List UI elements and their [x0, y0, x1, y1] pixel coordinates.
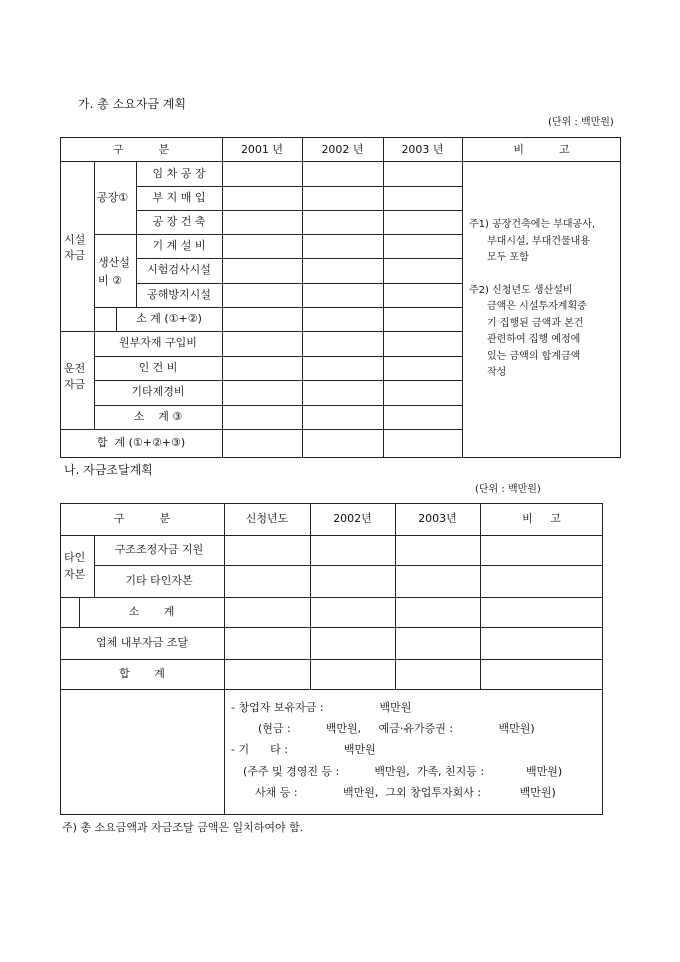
note-line: 주2) 신청년도 생산설비 [469, 284, 573, 296]
note-line: 부대시설, 부대건물내용 [487, 235, 590, 247]
row-construction: 공 장 건 축 [152, 215, 206, 228]
note-line: 있는 금액의 합계금액 [487, 350, 581, 362]
detail-founder-funds: - 창업자 보유자금 : 백만원 [231, 701, 412, 714]
footnote: 주) 총 소요금액과 자금조달 금액은 일치하여야 함. [62, 821, 304, 834]
group-operating-funds: 운전 자금 [64, 362, 86, 391]
row-total: 합 계 (①+②+③) [96, 436, 186, 449]
row-subtotal-3: 소 계 ③ [133, 410, 183, 423]
header-b-2003: 2003년 [418, 512, 457, 525]
section-a-unit: (단위 : 백만원) [548, 117, 614, 128]
row-restructuring-fund: 구조조정자금 지원 [114, 543, 204, 556]
note-line: 관련하여 집행 예정에 [487, 334, 581, 345]
row-labor: 인 건 비 [138, 361, 178, 374]
row-b-subtotal: 소 계 [128, 605, 175, 618]
row-internal-funds: 업체 내부자금 조달 [95, 636, 188, 649]
row-pollution: 공해방지시설 [147, 288, 211, 301]
note-line: 주1) 공장건축에는 부대공사, [469, 219, 596, 230]
header-b-2002: 2002년 [333, 512, 372, 525]
section-b-title: 나. 자금조달계획 [64, 463, 153, 477]
detail-cash-deposits: (현금 : 백만원, 예금·유가증권 : 백만원) [258, 722, 535, 735]
header-b-category: 구 분 [113, 512, 171, 525]
row-raw-materials: 원부자재 구입비 [119, 336, 197, 349]
header-category: 구 분 [112, 143, 170, 156]
row-land: 부 지 매 입 [152, 191, 206, 204]
header-b-application-year: 신청년도 [245, 512, 289, 525]
row-subtotal: 소 계 (①+②) [136, 312, 202, 325]
row-b-total: 합 계 [119, 667, 165, 680]
notes-column [469, 217, 619, 382]
section-a-title: 가. 총 소요자금 계획 [78, 97, 186, 111]
header-2003: 2003 년 [401, 143, 444, 156]
sub-production: 생산설 비 ② [98, 256, 130, 287]
header-2001: 2001 년 [240, 143, 284, 156]
note-line: 기 집행된 금액과 본건 [487, 317, 584, 329]
row-machinery: 기 계 설 비 [152, 239, 206, 252]
row-other-expenses: 기타제경비 [131, 385, 185, 398]
detail-bonds: 사채 등 : 백만원, 그외 창업투자회사 : 백만원) [255, 786, 556, 799]
note-line: 모두 포함 [487, 252, 529, 263]
note-line: 금액은 시설투자계획중 [487, 301, 587, 312]
row-testing: 시험검사시설 [147, 263, 211, 276]
note-line: 작성 [487, 367, 507, 378]
detail-shareholders: (주주 및 경영진 등 : 백만원, 가족, 친지등 : 백만원) [243, 765, 563, 778]
section-b-unit: (단위 : 백만원) [475, 484, 541, 495]
row-lease: 임 차 공 장 [152, 167, 206, 180]
header-b-note: 비 고 [522, 512, 561, 525]
row-other-external: 기타 타인자본 [125, 574, 193, 587]
header-note: 비 고 [513, 143, 570, 156]
header-2002: 2002 년 [321, 143, 364, 156]
detail-other: - 기 타 : 백만원 [231, 743, 376, 756]
group-facility-funds: 시설 자금 [64, 233, 86, 262]
sub-factory: 공장① [97, 191, 129, 204]
group-external-capital: 타인 자본 [64, 551, 86, 581]
